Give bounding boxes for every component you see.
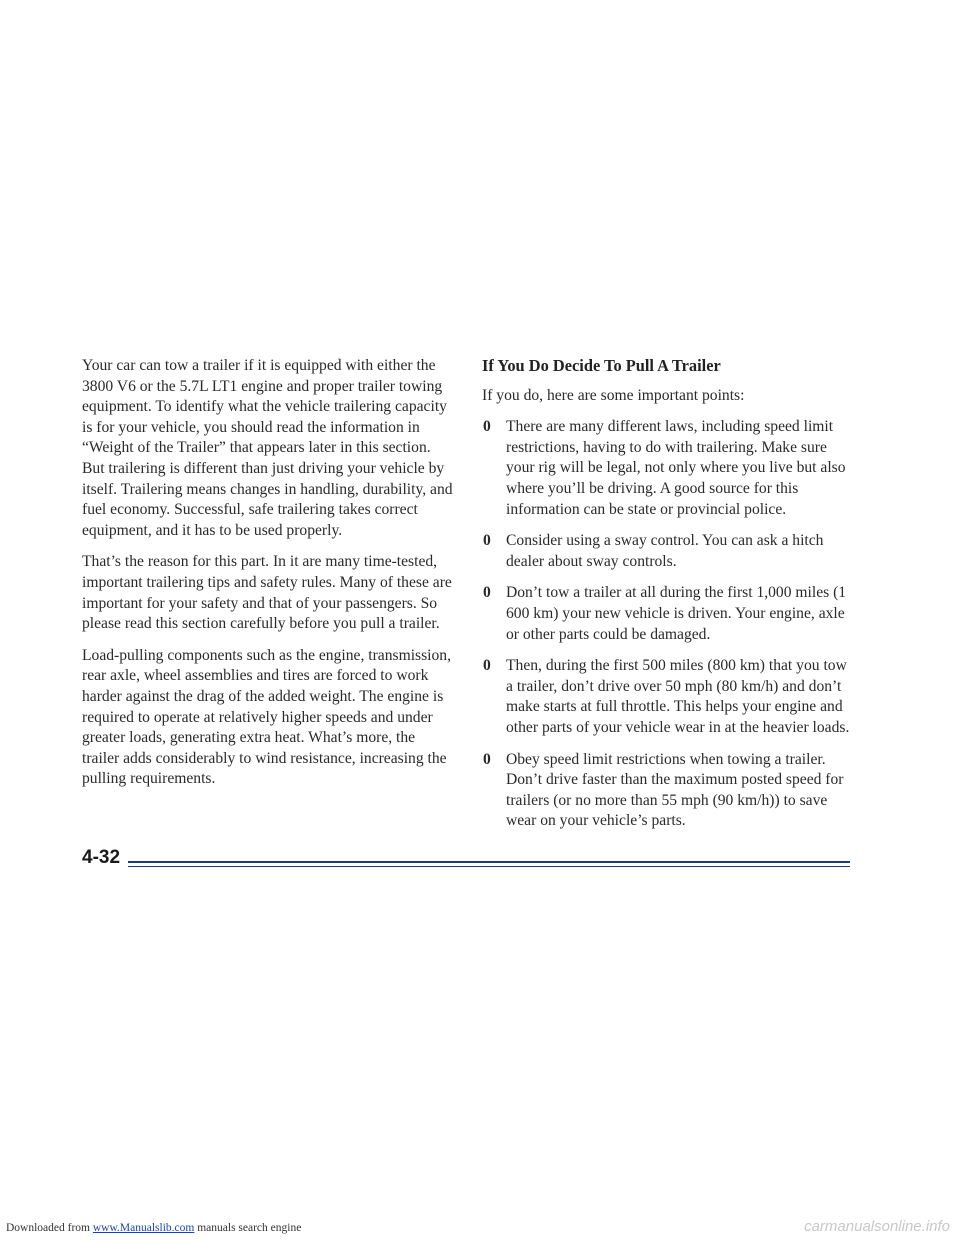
download-suffix: manuals search engine (194, 1222, 302, 1234)
list-item-text: There are many different laws, including speed limit restrictions, having to do with trailering. Make sure your rig will be legal, not only where you live but also where you’ll be driving. A good source for this information can be state or provincial police. (506, 418, 846, 518)
list-item-text: Consider using a sway control. You can ask a hitch dealer about sway controls. (506, 532, 824, 570)
list-item-text: Then, during the first 500 miles (800 km) that you tow a trailer, don’t drive over 50 mph (80 km/h) and don’t make starts at full throttle. This helps your engine and other parts of your vehicle wear in at the heavier loads. (506, 657, 850, 736)
left-column (82, 356, 454, 801)
download-attribution (6, 1222, 301, 1234)
section-intro: If you do, here are some important points: (482, 386, 745, 404)
watermark: carmanualsonline.info (804, 1218, 950, 1235)
manualslib-link[interactable]: www.Manualslib.com (92, 1222, 195, 1234)
section-heading: If You Do Decide To Pull A Trailer (482, 356, 721, 375)
footer-rule-bottom (128, 866, 850, 867)
reason-paragraph: That’s the reason for this part. In it are many time-tested, important trailering tips and safety rules. Many of these are important for your safety and that of your passengers. So please read this section carefully before you pull a trailer. (82, 553, 452, 633)
list-item (482, 750, 854, 832)
bullet-marker: 0 (483, 584, 491, 602)
bullet-marker: 0 (483, 657, 491, 675)
footer-rule-top (128, 861, 850, 863)
right-column (482, 356, 854, 843)
bullet-marker: 0 (483, 418, 491, 436)
intro-paragraph: Your car can tow a trailer if it is equipped with either the 3800 V6 or the 5.7L LT1 engine and proper trailer towing equipment. To identify what the vehicle trailering capacity is for your vehicle, you should read the information in “Weight of the Trailer” that appears later in this section. But trailering is different than just driving your vehicle by itself. Trailering means changes in handling, durability, and fuel economy. Successful, safe trailering takes correct equipment, and it has to be used properly. (82, 357, 453, 539)
load-components-paragraph: Load-pulling components such as the engine, transmission, rear axle, wheel assemblies and tires are forced to work harder against the drag of the added weight. The engine is required to operate at relatively higher speeds and under greater loads, generating extra heat. What’s more, the trailer adds considerably to wind resistance, increasing the pulling requirements. (82, 646, 451, 788)
bullet-marker: 0 (483, 750, 491, 768)
list-item (482, 417, 854, 520)
list-item (482, 531, 854, 572)
list-item (482, 583, 854, 645)
list-item (482, 656, 854, 738)
page-number: 4-32 (82, 847, 121, 868)
bullet-marker: 0 (483, 532, 491, 550)
list-item-text: Obey speed limit restrictions when towing a trailer. Don’t drive faster than the maximum posted speed for trailers (or no more than 55 mph (90 km/h)) to save wear on your vehicle’s parts. (506, 750, 844, 830)
list-item-text: Don’t tow a trailer at all during the first 1,000 miles (1 600 km) your new vehicle is driven. Your engine, axle or other parts could be damaged. (506, 584, 847, 643)
footer-rule (128, 861, 850, 867)
trailer-points-list (482, 417, 854, 832)
download-prefix: Downloaded from (6, 1222, 93, 1234)
